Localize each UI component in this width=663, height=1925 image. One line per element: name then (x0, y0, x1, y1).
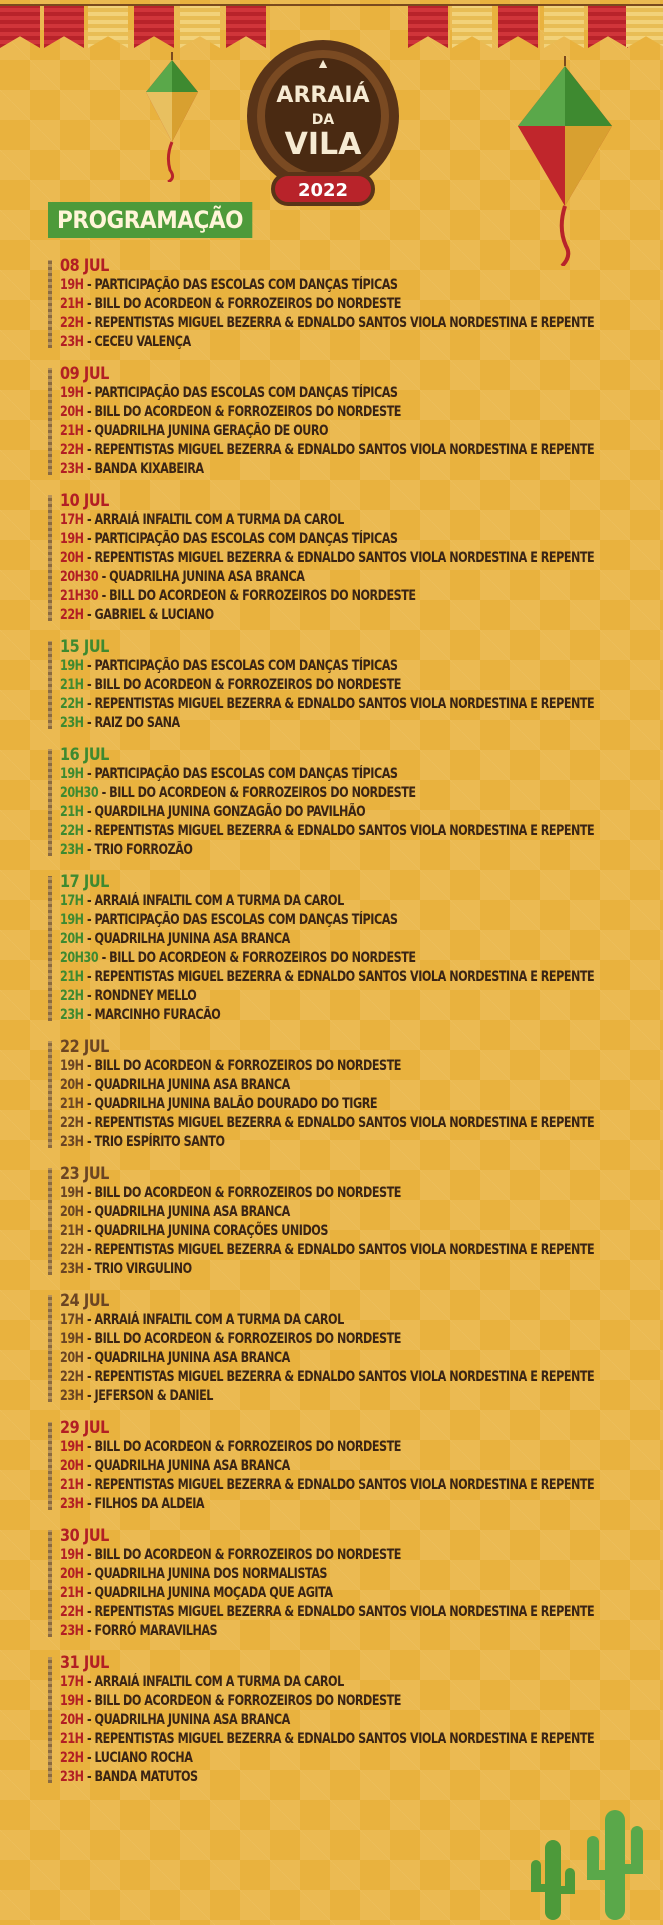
day-block (48, 491, 648, 625)
event-description: REPENTISTAS MIGUEL BEZERRA & EDNALDO SANTOS VIOLA NORDESTINA E REPENTE (94, 1604, 595, 1620)
event-separator: - (83, 1731, 95, 1747)
event-description: PARTICIPAÇÃO DAS ESCOLAS COM DANÇAS TÍPICAS (94, 658, 398, 674)
bunting-string (0, 4, 663, 6)
event-time: 21H (60, 1477, 84, 1493)
event-time: 19H (60, 912, 84, 928)
event-row (60, 930, 652, 949)
event-row (60, 1730, 652, 1749)
event-time: 20H (60, 1204, 84, 1220)
event-row (60, 1673, 652, 1692)
event-time: 17H (60, 512, 84, 528)
event-description: BILL DO ACORDEON & FORROZEIROS DO NORDESTE (94, 1693, 401, 1709)
event-description: REPENTISTAS MIGUEL BEZERRA & EDNALDO SANTOS VIOLA NORDESTINA E REPENTE (94, 969, 595, 985)
event-separator: - (83, 423, 95, 439)
event-row (60, 1368, 652, 1387)
event-separator: - (83, 442, 95, 458)
event-row (60, 657, 652, 676)
event-separator: - (83, 1185, 95, 1201)
event-separator: - (83, 1496, 95, 1512)
event-separator: - (83, 1077, 95, 1093)
event-separator: - (83, 1623, 95, 1639)
flag-icon (408, 6, 448, 48)
event-description: ARRAIÁ INFALTIL COM A TURMA DA CAROL (94, 893, 344, 909)
event-time: 22H (60, 823, 84, 839)
event-description: QUADRILHA JUNINA DOS NORMALISTAS (94, 1566, 328, 1582)
event-time: 22H (60, 607, 84, 623)
event-description: PARTICIPAÇÃO DAS ESCOLAS COM DANÇAS TÍPICAS (94, 385, 398, 401)
event-separator: - (83, 677, 95, 693)
event-separator: - (83, 912, 95, 928)
event-time: 22H (60, 988, 84, 1004)
event-description: CECEU VALENÇA (94, 334, 191, 350)
event-time: 23H (60, 1134, 84, 1150)
day-block (48, 745, 648, 860)
event-row (60, 384, 652, 403)
event-separator: - (83, 1242, 95, 1258)
event-time: 20H (60, 1458, 84, 1474)
event-description: BANDA MATUTOS (94, 1769, 198, 1785)
event-row (60, 606, 652, 625)
event-description: QUADRILHA JUNINA ASA BRANCA (94, 1350, 290, 1366)
day-block (48, 1526, 648, 1641)
event-row (60, 511, 652, 530)
event-time: 23H (60, 1769, 84, 1785)
event-row (60, 549, 652, 568)
event-separator: - (83, 804, 95, 820)
event-time: 23H (60, 461, 84, 477)
event-time: 21H (60, 1096, 84, 1112)
flag-icon (626, 6, 663, 48)
event-time: 22H (60, 442, 84, 458)
day-date: 22 JUL (60, 1037, 109, 1057)
event-description: BILL DO ACORDEON & FORROZEIROS DO NORDESTE (94, 404, 401, 420)
event-row (60, 803, 652, 822)
event-row (60, 1603, 652, 1622)
day-date: 24 JUL (60, 1291, 109, 1311)
event-description: REPENTISTAS MIGUEL BEZERRA & EDNALDO SANTOS VIOLA NORDESTINA E REPENTE (94, 1369, 595, 1385)
event-separator: - (83, 404, 95, 420)
event-description: REPENTISTAS MIGUEL BEZERRA & EDNALDO SANTOS VIOLA NORDESTINA E REPENTE (94, 1477, 595, 1493)
event-description: BANDA KIXABEIRA (94, 461, 204, 477)
event-time: 19H (60, 385, 84, 401)
event-time: 23H (60, 842, 84, 858)
event-description: RAIZ DO SANA (94, 715, 180, 731)
event-description: ARRAIÁ INFALTIL COM A TURMA DA CAROL (94, 1312, 344, 1328)
event-row (60, 1006, 652, 1025)
event-separator: - (83, 1769, 95, 1785)
day-block (48, 872, 648, 1025)
event-row (60, 1222, 652, 1241)
event-time: 21H (60, 1585, 84, 1601)
event-time: 19H (60, 766, 84, 782)
event-description: QUADRILHA JUNINA BALÃO DOURADO DO TIGRE (94, 1096, 378, 1112)
event-row (60, 1203, 652, 1222)
event-description: REPENTISTAS MIGUEL BEZERRA & EDNALDO SANTOS VIOLA NORDESTINA E REPENTE (94, 1242, 595, 1258)
event-row (60, 1457, 652, 1476)
event-row (60, 1349, 652, 1368)
event-row (60, 911, 652, 930)
event-separator: - (83, 1204, 95, 1220)
event-separator: - (83, 1134, 95, 1150)
event-separator: - (83, 1058, 95, 1074)
event-separator: - (98, 588, 110, 604)
event-description: PARTICIPAÇÃO DAS ESCOLAS COM DANÇAS TÍPICAS (94, 766, 398, 782)
event-time: 21H (60, 969, 84, 985)
logo-line1: ARRAIÁ (276, 83, 370, 108)
event-row (60, 1133, 652, 1152)
event-time: 20H (60, 931, 84, 947)
day-date: 09 JUL (60, 364, 109, 384)
event-row (60, 987, 652, 1006)
event-description: REPENTISTAS MIGUEL BEZERRA & EDNALDO SANTOS VIOLA NORDESTINA E REPENTE (94, 1115, 595, 1131)
event-separator: - (83, 1566, 95, 1582)
event-separator: - (83, 1477, 95, 1493)
event-separator: - (83, 1547, 95, 1563)
event-row (60, 784, 652, 803)
event-separator: - (83, 1007, 95, 1023)
event-description: QUADRILHA JUNINA MOÇADA QUE AGITA (94, 1585, 333, 1601)
event-time: 19H (60, 658, 84, 674)
event-time: 21H (60, 1223, 84, 1239)
event-time: 21H (60, 1731, 84, 1747)
event-separator: - (83, 277, 95, 293)
event-row (60, 1114, 652, 1133)
event-row (60, 695, 652, 714)
event-row (60, 714, 652, 733)
campfire-icon: ▲ (316, 55, 330, 71)
event-row (60, 1495, 652, 1514)
event-time: 20H (60, 1566, 84, 1582)
event-row (60, 765, 652, 784)
event-description: BILL DO ACORDEON & FORROZEIROS DO NORDESTE (109, 950, 416, 966)
event-description: REPENTISTAS MIGUEL BEZERRA & EDNALDO SANTOS VIOLA NORDESTINA E REPENTE (94, 550, 595, 566)
event-time: 20H (60, 1077, 84, 1093)
event-description: FILHOS DA ALDEIA (94, 1496, 205, 1512)
flag-icon (588, 6, 628, 48)
event-time: 19H (60, 1547, 84, 1563)
event-separator: - (83, 1388, 95, 1404)
event-description: REPENTISTAS MIGUEL BEZERRA & EDNALDO SANTOS VIOLA NORDESTINA E REPENTE (94, 823, 595, 839)
event-separator: - (83, 334, 95, 350)
day-block (48, 1037, 648, 1152)
event-separator: - (83, 1331, 95, 1347)
event-description: BILL DO ACORDEON & FORROZEIROS DO NORDESTE (109, 785, 416, 801)
cactus-icon (525, 1800, 655, 1920)
event-description: TRIO FORROZÃO (94, 842, 193, 858)
event-time: 22H (60, 696, 84, 712)
event-separator: - (83, 550, 95, 566)
event-separator: - (83, 1261, 95, 1277)
event-time: 17H (60, 1674, 84, 1690)
event-description: REPENTISTAS MIGUEL BEZERRA & EDNALDO SANTOS VIOLA NORDESTINA E REPENTE (94, 315, 595, 331)
event-row (60, 892, 652, 911)
event-description: TRIO VIRGULINO (94, 1261, 192, 1277)
logo-line2: DA (311, 112, 335, 128)
event-separator: - (83, 1693, 95, 1709)
event-separator: - (83, 696, 95, 712)
event-row (60, 276, 652, 295)
event-row (60, 676, 652, 695)
event-time: 22H (60, 1242, 84, 1258)
event-description: REPENTISTAS MIGUEL BEZERRA & EDNALDO SANTOS VIOLA NORDESTINA E REPENTE (94, 1731, 595, 1747)
schedule-list (48, 256, 648, 1799)
event-row (60, 1711, 652, 1730)
day-date: 23 JUL (60, 1164, 109, 1184)
event-time: 21H (60, 804, 84, 820)
event-description: QUADRILHA JUNINA ASA BRANCA (94, 1712, 290, 1728)
event-description: ARRAIÁ INFALTIL COM A TURMA DA CAROL (94, 512, 344, 528)
event-row (60, 822, 652, 841)
day-block (48, 1164, 648, 1279)
day-date: 08 JUL (60, 256, 109, 276)
event-time: 23H (60, 334, 84, 350)
event-time: 19H (60, 1185, 84, 1201)
lantern-icon (140, 52, 204, 182)
event-time: 22H (60, 1369, 84, 1385)
event-description: GABRIEL & LUCIANO (94, 607, 214, 623)
event-time: 19H (60, 1439, 84, 1455)
event-time: 19H (60, 277, 84, 293)
event-time: 21H30 (60, 588, 99, 604)
event-separator: - (83, 1223, 95, 1239)
day-date: 30 JUL (60, 1526, 109, 1546)
event-row (60, 1076, 652, 1095)
event-description: BILL DO ACORDEON & FORROZEIROS DO NORDESTE (94, 1185, 401, 1201)
event-row (60, 568, 652, 587)
event-separator: - (83, 607, 95, 623)
event-separator: - (83, 766, 95, 782)
event-separator: - (98, 950, 110, 966)
day-date: 17 JUL (60, 872, 109, 892)
event-separator: - (83, 969, 95, 985)
event-row (60, 333, 652, 352)
event-description: JEFERSON & DANIEL (94, 1388, 213, 1404)
logo-line3: VILA (284, 127, 362, 162)
event-description: QUADRILHA JUNINA ASA BRANCA (94, 931, 290, 947)
day-block (48, 364, 648, 479)
event-description: QUADRILHA JUNINA GERAÇÃO DE OURO (94, 423, 329, 439)
event-separator: - (83, 385, 95, 401)
day-block (48, 1291, 648, 1406)
event-time: 23H (60, 715, 84, 731)
event-separator: - (83, 1115, 95, 1131)
event-time: 19H (60, 1693, 84, 1709)
event-time: 19H (60, 531, 84, 547)
event-row (60, 1311, 652, 1330)
event-row (60, 1768, 652, 1787)
event-description: QUADRILHA JUNINA ASA BRANCA (94, 1077, 290, 1093)
event-time: 23H (60, 1261, 84, 1277)
event-time: 17H (60, 1312, 84, 1328)
event-separator: - (83, 1674, 95, 1690)
event-row (60, 1622, 652, 1641)
day-block (48, 1418, 648, 1514)
event-time: 17H (60, 893, 84, 909)
event-time: 22H (60, 1115, 84, 1131)
flag-icon (88, 6, 128, 48)
event-description: MARCINHO FURACÃO (94, 1007, 221, 1023)
event-description: BILL DO ACORDEON & FORROZEIROS DO NORDESTE (94, 296, 401, 312)
event-separator: - (83, 1439, 95, 1455)
event-description: QUADRILHA JUNINA ASA BRANCA (94, 1204, 290, 1220)
event-separator: - (83, 893, 95, 909)
event-separator: - (83, 1312, 95, 1328)
event-time: 20H (60, 1350, 84, 1366)
event-time: 19H (60, 1058, 84, 1074)
event-separator: - (83, 461, 95, 477)
flag-icon (0, 6, 40, 48)
event-row (60, 1387, 652, 1406)
event-row (60, 949, 652, 968)
flag-icon (544, 6, 584, 48)
day-block (48, 256, 648, 352)
day-date: 10 JUL (60, 491, 109, 511)
flag-icon (134, 6, 174, 48)
event-separator: - (83, 315, 95, 331)
day-date: 29 JUL (60, 1418, 109, 1438)
event-separator: - (83, 1096, 95, 1112)
event-separator: - (83, 823, 95, 839)
logo (243, 36, 403, 216)
event-row (60, 403, 652, 422)
event-description: ARRAIÁ INFALTIL COM A TURMA DA CAROL (94, 1674, 344, 1690)
event-row (60, 1184, 652, 1203)
event-row (60, 1330, 652, 1349)
day-date: 16 JUL (60, 745, 109, 765)
event-row (60, 460, 652, 479)
logo-year: 2022 (297, 180, 349, 201)
event-row (60, 441, 652, 460)
event-separator: - (83, 658, 95, 674)
event-separator: - (83, 1712, 95, 1728)
event-separator: - (83, 1369, 95, 1385)
flag-icon (498, 6, 538, 48)
event-row (60, 1692, 652, 1711)
event-row (60, 422, 652, 441)
event-time: 20H (60, 1712, 84, 1728)
event-separator: - (83, 842, 95, 858)
event-time: 19H (60, 1331, 84, 1347)
day-block (48, 1653, 648, 1787)
event-separator: - (83, 715, 95, 731)
event-description: PARTICIPAÇÃO DAS ESCOLAS COM DANÇAS TÍPICAS (94, 531, 398, 547)
event-separator: - (83, 1750, 95, 1766)
section-title: PROGRAMAÇÃO (48, 202, 252, 238)
event-separator: - (83, 931, 95, 947)
event-separator: - (83, 1350, 95, 1366)
event-row (60, 841, 652, 860)
event-row (60, 1584, 652, 1603)
event-time: 21H (60, 677, 84, 693)
event-time: 23H (60, 1496, 84, 1512)
day-date: 15 JUL (60, 637, 109, 657)
event-separator: - (83, 531, 95, 547)
event-time: 23H (60, 1623, 84, 1639)
event-row (60, 968, 652, 987)
lantern-icon (510, 56, 620, 266)
event-row (60, 1095, 652, 1114)
event-description: REPENTISTAS MIGUEL BEZERRA & EDNALDO SANTOS VIOLA NORDESTINA E REPENTE (94, 696, 595, 712)
event-description: TRIO ESPÍRITO SANTO (94, 1134, 225, 1150)
event-time: 20H (60, 404, 84, 420)
event-description: BILL DO ACORDEON & FORROZEIROS DO NORDESTE (94, 677, 401, 693)
event-row (60, 1749, 652, 1768)
event-description: REPENTISTAS MIGUEL BEZERRA & EDNALDO SANTOS VIOLA NORDESTINA E REPENTE (94, 442, 595, 458)
event-time: 21H (60, 296, 84, 312)
event-row (60, 587, 652, 606)
event-time: 20H30 (60, 569, 99, 585)
event-description: QUADRILHA JUNINA CORAÇÕES UNIDOS (94, 1223, 328, 1239)
event-row (60, 1241, 652, 1260)
day-date: 31 JUL (60, 1653, 109, 1673)
event-separator: - (83, 988, 95, 1004)
event-description: BILL DO ACORDEON & FORROZEIROS DO NORDESTE (94, 1331, 401, 1347)
event-time: 20H30 (60, 950, 99, 966)
event-time: 20H (60, 550, 84, 566)
event-description: BILL DO ACORDEON & FORROZEIROS DO NORDESTE (109, 588, 416, 604)
event-time: 21H (60, 423, 84, 439)
event-separator: - (98, 785, 110, 801)
event-row (60, 1260, 652, 1279)
flag-icon (180, 6, 220, 48)
event-separator: - (98, 569, 110, 585)
event-separator: - (83, 512, 95, 528)
event-separator: - (83, 296, 95, 312)
flag-icon (452, 6, 492, 48)
event-description: QUADRILHA JUNINA ASA BRANCA (109, 569, 305, 585)
event-description: QUADRILHA JUNINA ASA BRANCA (94, 1458, 290, 1474)
event-time: 23H (60, 1007, 84, 1023)
event-time: 22H (60, 315, 84, 331)
event-time: 22H (60, 1604, 84, 1620)
event-description: QUARDILHA JUNINA GONZAGÃO DO PAVILHÃO (94, 804, 366, 820)
event-description: BILL DO ACORDEON & FORROZEIROS DO NORDESTE (94, 1547, 401, 1563)
event-description: PARTICIPAÇÃO DAS ESCOLAS COM DANÇAS TÍPICAS (94, 912, 398, 928)
event-description: LUCIANO ROCHA (94, 1750, 193, 1766)
event-row (60, 1546, 652, 1565)
event-row (60, 530, 652, 549)
event-row (60, 1565, 652, 1584)
event-row (60, 1057, 652, 1076)
event-separator: - (83, 1585, 95, 1601)
event-description: BILL DO ACORDEON & FORROZEIROS DO NORDESTE (94, 1058, 401, 1074)
event-row (60, 1438, 652, 1457)
event-description: PARTICIPAÇÃO DAS ESCOLAS COM DANÇAS TÍPICAS (94, 277, 398, 293)
event-row (60, 314, 652, 333)
event-description: RONDNEY MELLO (94, 988, 197, 1004)
event-time: 22H (60, 1750, 84, 1766)
day-block (48, 637, 648, 733)
event-separator: - (83, 1604, 95, 1620)
event-time: 23H (60, 1388, 84, 1404)
flag-icon (44, 6, 84, 48)
event-description: BILL DO ACORDEON & FORROZEIROS DO NORDESTE (94, 1439, 401, 1455)
event-row (60, 295, 652, 314)
event-separator: - (83, 1458, 95, 1474)
event-description: FORRÓ MARAVILHAS (94, 1623, 218, 1639)
event-row (60, 1476, 652, 1495)
event-time: 20H30 (60, 785, 99, 801)
